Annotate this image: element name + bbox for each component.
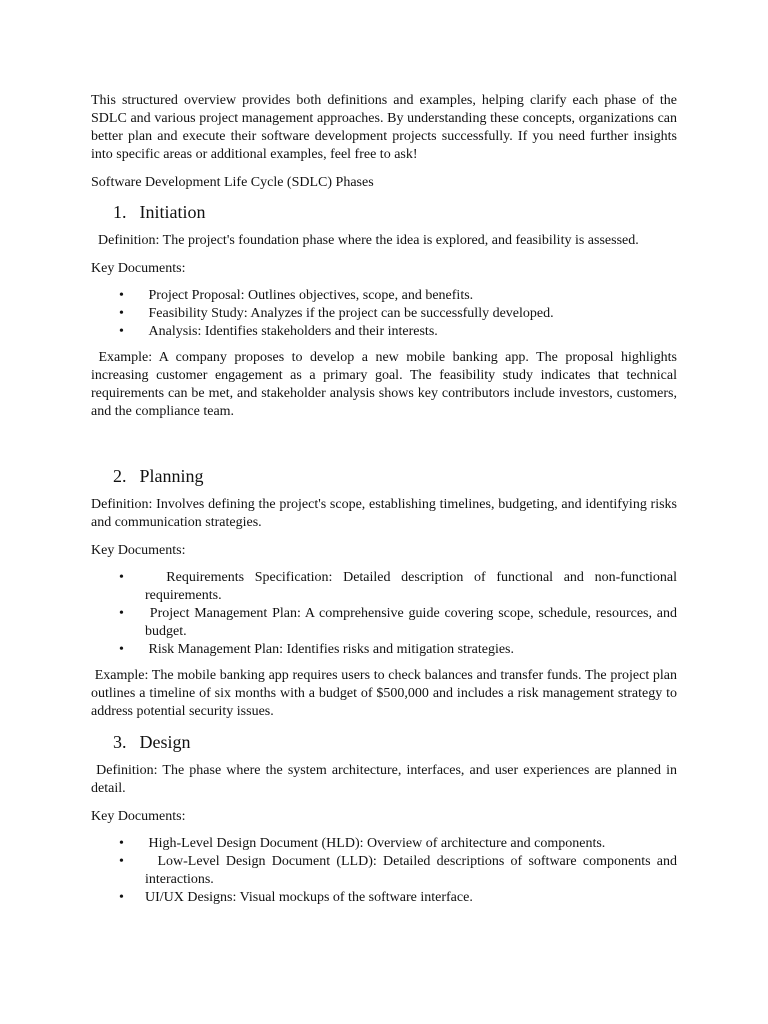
key-documents-list [91, 287, 677, 341]
section-heading-planning [113, 465, 677, 487]
section-heading-initiation [113, 201, 677, 223]
bullet-icon: • [119, 570, 124, 585]
document-subtitle: Software Development Life Cycle (SDLC) Phases [91, 175, 374, 190]
example-paragraph: Example: The mobile banking app requires users to check balances and transfer funds. The project plan outlines a timeline of six months with a budget of $500,000 and includes a risk management strategy to address potential security issues. [91, 668, 681, 719]
section-number: 2. [113, 466, 127, 486]
key-documents-label: Key Documents: [91, 543, 186, 558]
list-item: • Project Proposal: Outlines objectives, scope, and benefits. [119, 288, 474, 303]
section-title: Planning [139, 466, 204, 486]
list-item: • Low-Level Design Document (LLD): Detailed descriptions of software components and interactions. [119, 854, 681, 887]
definition-paragraph: Definition: The project's foundation phase where the idea is explored, and feasibility is assessed. [91, 233, 639, 248]
bullet-icon: • [119, 288, 124, 303]
list-item: • Analysis: Identifies stakeholders and their interests. [119, 324, 438, 339]
section-number: 3. [113, 732, 127, 752]
section-title: Initiation [139, 202, 206, 222]
key-documents-label: Key Documents: [91, 261, 186, 276]
bullet-icon: • [119, 324, 124, 339]
bullet-icon: • [119, 642, 124, 657]
key-documents-label: Key Documents: [91, 809, 186, 824]
definition-paragraph: Definition: The phase where the system architecture, interfaces, and user experiences are planned in detail. [91, 763, 681, 796]
list-item: • Requirements Specification: Detailed description of functional and non-functional requirements. [119, 570, 681, 603]
section-heading-design [113, 731, 677, 753]
bullet-icon: • [119, 606, 124, 621]
intro-paragraph: This structured overview provides both definitions and examples, helping clarify each phase of the SDLC and various project management approaches. By understanding these concepts, organizations can better plan and execute their software development projects successfully. If you need further insights into specific areas or additional examples, feel free to ask! [91, 93, 677, 162]
list-item: • High-Level Design Document (HLD): Overview of architecture and components. [119, 836, 606, 851]
section-number: 1. [113, 202, 127, 222]
key-documents-list [91, 569, 681, 659]
document-page [91, 92, 681, 915]
list-item: • Risk Management Plan: Identifies risks and mitigation strategies. [119, 642, 514, 657]
key-documents-list [91, 835, 681, 907]
definition-paragraph: Definition: Involves defining the project's scope, establishing timelines, budgeting, and identifying risks and communication strategies. [91, 497, 677, 530]
list-item: • UI/UX Designs: Visual mockups of the software interface. [119, 890, 473, 905]
list-item: • Project Management Plan: A comprehensive guide covering scope, schedule, resources, and budget. [119, 606, 681, 639]
bullet-icon: • [119, 836, 124, 851]
bullet-icon: • [119, 306, 124, 321]
section-title: Design [139, 732, 191, 752]
bullet-icon: • [119, 854, 124, 869]
bullet-icon: • [119, 890, 124, 905]
list-item: • Feasibility Study: Analyzes if the project can be successfully developed. [119, 306, 554, 321]
example-paragraph: Example: A company proposes to develop a new mobile banking app. The proposal highlights increasing customer engagement as a primary goal. The feasibility study indicates that technical requirements can be met, and stakeholder analysis shows key contributors include investors, customers, and the compliance team. [91, 350, 681, 419]
